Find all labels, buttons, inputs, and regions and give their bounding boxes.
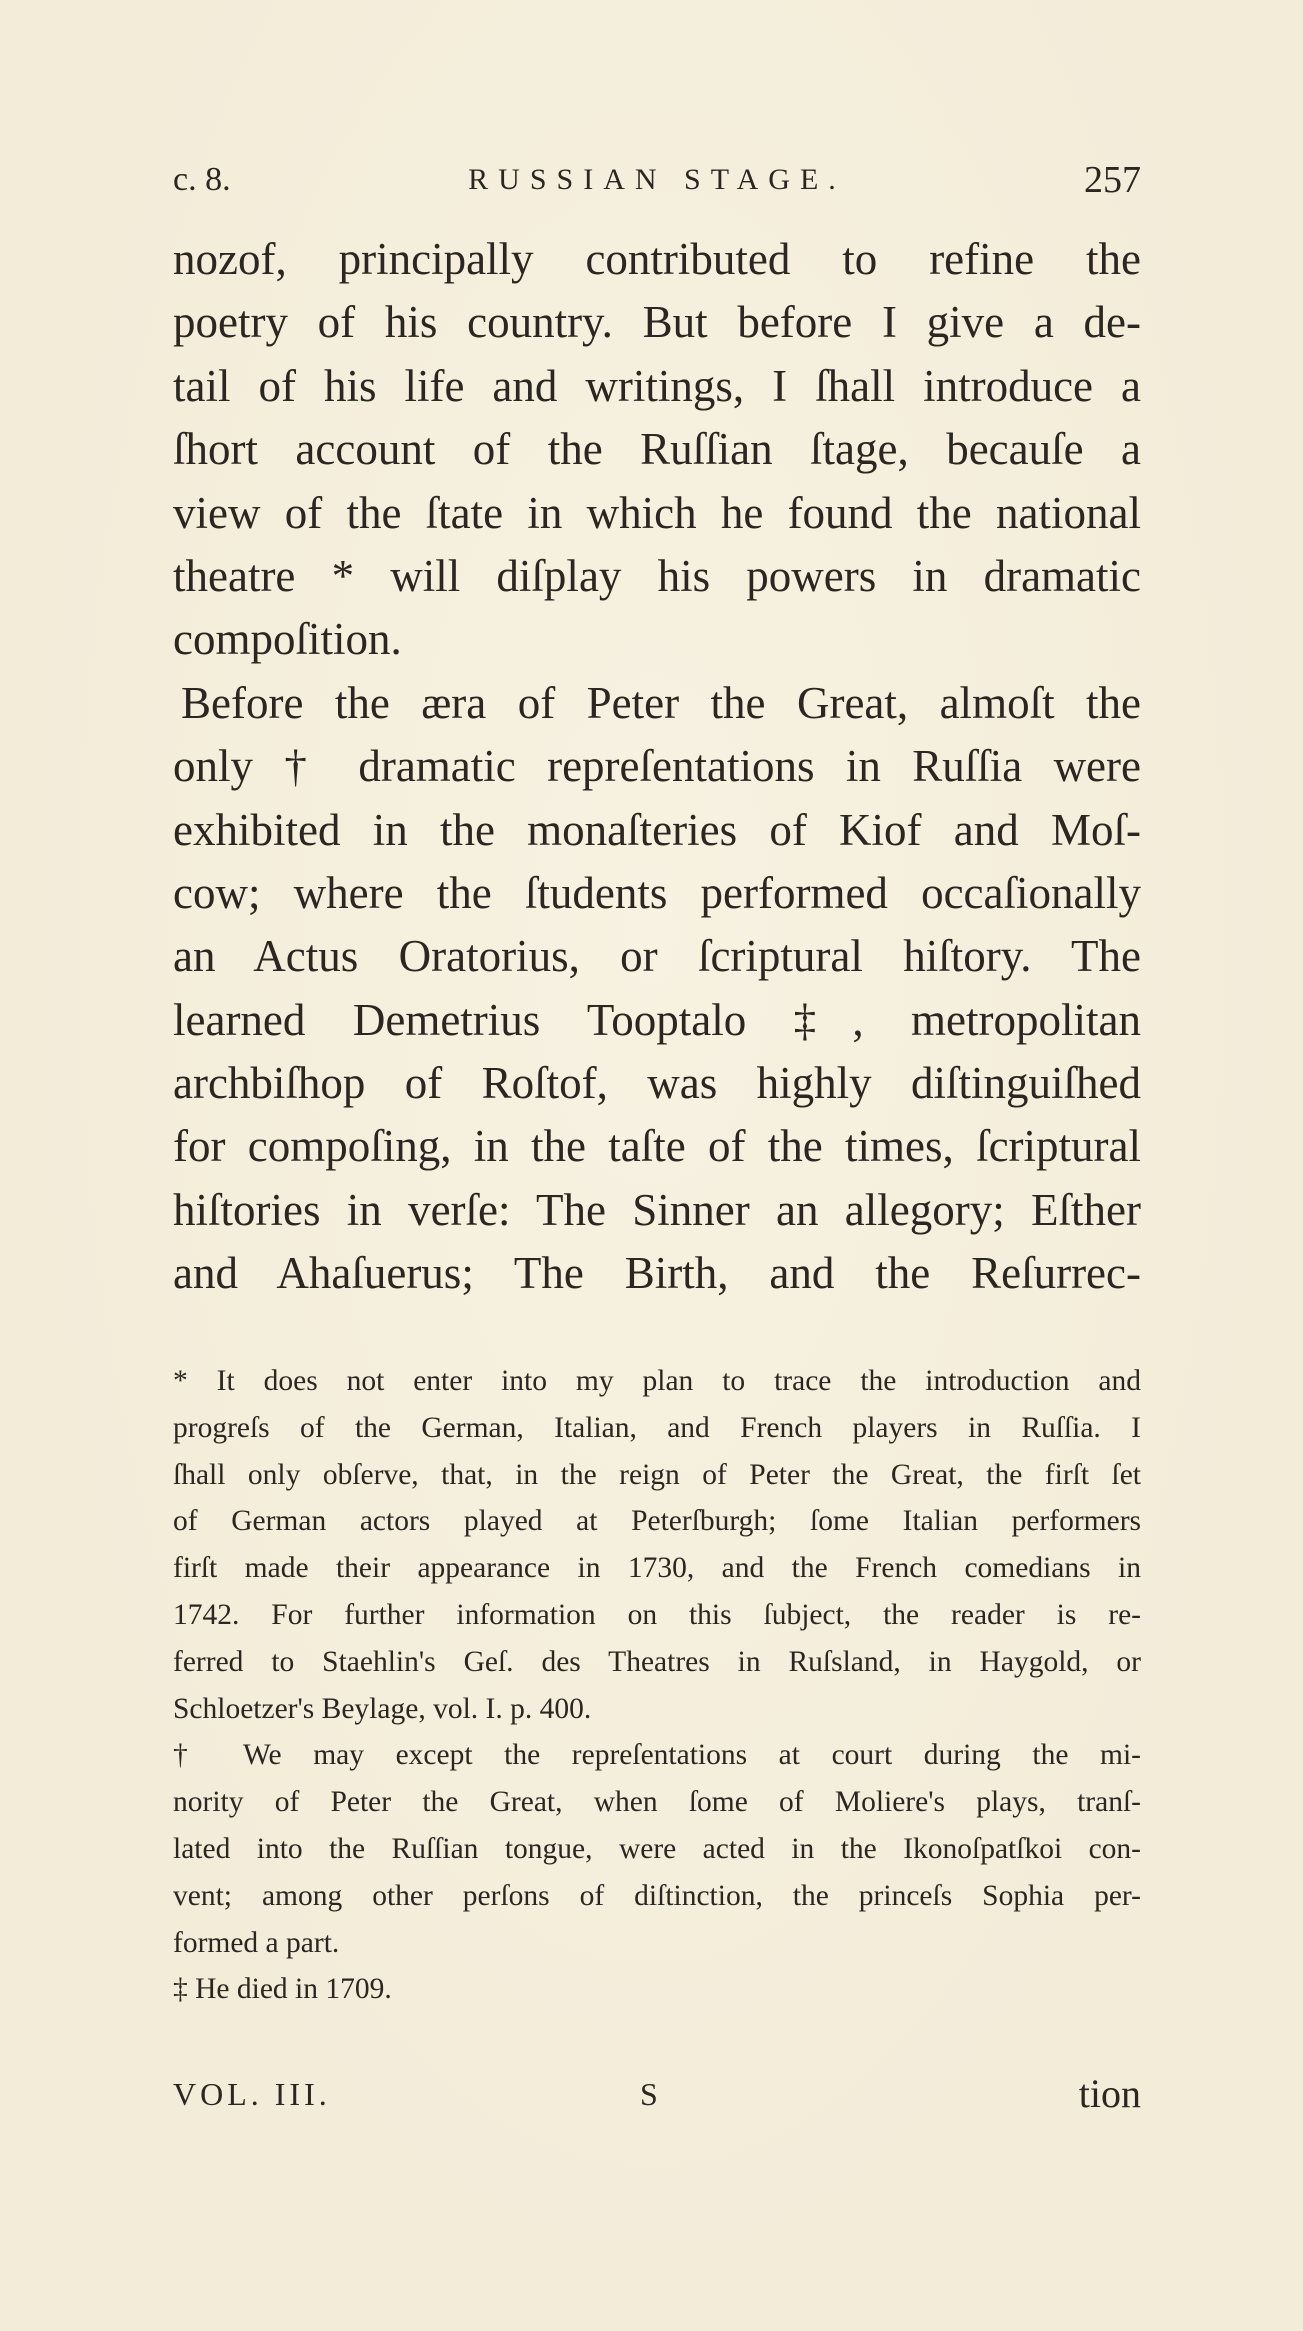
text-line: hiſtories in verſe: The Sinner an allegory; Eſther (173, 1184, 1141, 1235)
text-line: learned Demetrius Tooptalo ‡, metropolitan (173, 994, 1141, 1045)
signature-mark: S (640, 2076, 658, 2112)
text-line: nozof, principally contributed to refine the (173, 234, 1141, 284)
footnote-line: formed a part. (173, 1926, 340, 1959)
text-line: view of the ſtate in which he found the national (173, 487, 1141, 538)
footnote-line: ferred to Staehlin's Geſ. des Theatres in Ruſsland, in Haygold, or (173, 1645, 1141, 1678)
text-line: for compoſing, in the taſte of the times, ſcriptural (173, 1121, 1141, 1172)
footnotes (173, 1358, 1141, 2013)
footnote-line: progreſs of the German, Italian, and French players in Ruſſia. I (173, 1411, 1141, 1444)
footnote-line: 1742. For further information on this ſubject, the reader is re- (173, 1598, 1141, 1631)
footnote-line: * It does not enter into my plan to trace the introduction and (173, 1365, 1141, 1397)
footnote-line: Schloetzer's Beylage, vol. I. p. 400. (173, 1692, 592, 1725)
text-line: theatre * will diſplay his powers in dramatic (173, 550, 1141, 601)
footnote-line: † We may except the repreſentations at court during the mi- (173, 1739, 1141, 1772)
footnote-line: ‡ He died in 1709. (173, 1973, 392, 2006)
text-line: only † dramatic repreſentations in Ruſſia were (173, 741, 1141, 792)
running-title: RUSSIAN STAGE. (468, 163, 846, 196)
text-line: Before the æra of Peter the Great, almoſt the (181, 677, 1141, 728)
text-line: archbiſhop of Roſtof, was highly diſtinguiſhed (173, 1058, 1141, 1109)
footnote-line: vent; among other perſons of diſtinction, the princeſs Sophia per- (173, 1879, 1141, 1912)
text-line: poetry of his country. But before I give a de- (173, 297, 1141, 348)
footnote-line: firſt made their appearance in 1730, and the French comedians in (173, 1552, 1141, 1585)
footnote-line: ſhall only obſerve, that, in the reign of Peter the Great, the firſt ſet (173, 1458, 1141, 1491)
volume-label: VOL. III. (173, 2076, 331, 2112)
text-line: tail of his life and writings, I ſhall introduce a (173, 360, 1141, 411)
text-line: ſhort account of the Ruſſian ſtage, becauſe a (173, 424, 1141, 475)
text-line: cow; where the ſtudents performed occaſionally (173, 867, 1141, 918)
page-footer (173, 2064, 1141, 2124)
text-line: compoſition. (173, 614, 402, 665)
footnote-line: nority of Peter the Great, when ſome of Moliere's plays, tranſ- (173, 1786, 1141, 1819)
footnote-line: of German actors played at Peterſburgh; ſome Italian performers (173, 1505, 1141, 1538)
catchword: tion (1078, 2071, 1141, 2116)
running-header (173, 150, 1141, 210)
footnote-line: lated into the Ruſſian tongue, were acted in the Ikonoſpatſkoi con- (173, 1832, 1141, 1865)
text-line: and Ahaſuerus; The Birth, and the Reſurrec- (173, 1248, 1141, 1299)
text-line: exhibited in the monaſteries of Kiof and Moſ- (173, 804, 1141, 855)
page-number: 257 (1084, 159, 1141, 201)
text-line: an Actus Oratorius, or ſcriptural hiſtory. The (173, 931, 1141, 982)
main-text (173, 228, 1141, 1306)
chapter-marker: c. 8. (173, 161, 231, 198)
